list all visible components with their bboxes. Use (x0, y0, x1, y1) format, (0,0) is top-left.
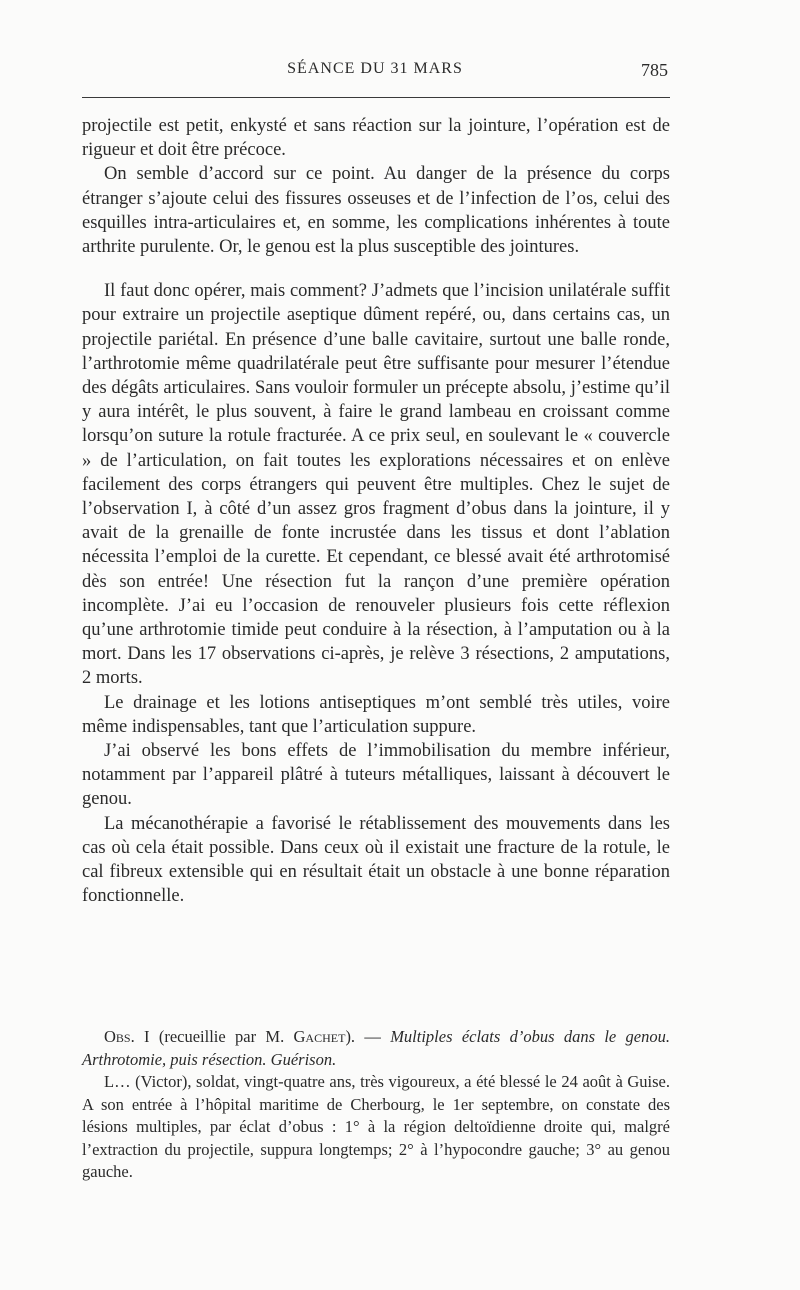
header-rule (82, 97, 670, 98)
paragraph: projectile est petit, enkysté et sans réaction sur la jointure, l’opération est de rigueur et doit être précoce. (82, 116, 670, 161)
paragraph: La mécanothérapie a favorisé le rétablissement des mouvements dans les cas où cela était possible. Dans ceux où il existait une fracture de la rotule, le cal fibreux extensible qui en résultait était un obstacle à une bonne réparation fonctionnelle. (82, 813, 670, 907)
observation-text: L… (Victor), soldat, vingt-quatre ans, très vigoureux, a été blessé le 24 août à Guise. A son entrée à l’hôpital maritime de Cherbourg, le 1er septembre, on constate des lésions multiples, par éclat d’obus : 1° à la région deltoïdienne droite qui, malgré l’extraction du projectile, suppura longtemps; 2° à l’hypocondre gauche; 3° au genou gauche. (82, 1072, 670, 1181)
main-text (82, 114, 670, 909)
paragraph: J’ai observé les bons effets de l’immobilisation du membre inférieur, notamment par l’appareil plâtré à tuteurs métalliques, laissant à découvert le genou. (82, 741, 670, 810)
observation-title: Multiples éclats d’obus dans le genou. Arthrotomie, puis résection. Guérison. (82, 1027, 670, 1069)
paragraph: Le drainage et les lotions antiseptiques m’ont semblé très utiles, voire même indispensables, tant que l’articulation suppure. (82, 692, 670, 737)
paragraph: Il faut donc opérer, mais comment? J’admets que l’incision unilatérale suffit pour extraire un projectile aseptique dûment repéré, ou, dans certains cas, un projectile pariétal. En présence d’une balle cavitaire, surtout une balle ronde, l’arthrotomie même quadrilatérale peut être suffisante pour mesurer l’étendue des dégâts articulaires. Sans vouloir formuler un précepte absolu, j’estime qu’il y aura intérêt, le plus souvent, à faire le grand lambeau en croissant comme lorsqu’on suture la rotule fracturée. A ce prix seul, en soulevant le « couvercle » de l’articulation, on fait toutes les explorations nécessaires et on enlève facilement des corps étrangers qui peuvent être multiples. Chez le sujet de l’observation I, à côté d’un assez gros fragment d’obus dans la jointure, il y avait de la grenaille de fonte incrustée dans les tissus et dont l’ablation nécessita l’emploi de la curette. Et cependant, ce blessé avait été arthrotomisé dès son entrée! Une résection fut la rançon d’une première opération incomplète. J’ai eu l’occasion de renouveler plusieurs fois cette réflexion qu’une arthrotomie timide peut conduire à la résection, à l’amputation ou à la mort. Dans les 17 observations ci-après, je relève 3 résections, 2 amputations, 2 morts. (82, 281, 670, 689)
observation-label: Obs. I (104, 1027, 150, 1046)
observation-author: Gachet (293, 1027, 346, 1046)
paragraph: On semble d’accord sur ce point. Au danger de la présence du corps étranger s’ajoute celui des fissures osseuses et de l’infection de l’os, celui des esquilles intra-articulaires et, en somme, les complications inhérentes à toute arthrite purulente. Or, le genou est la plus susceptible des jointures. (82, 164, 670, 258)
running-head: SÉANCE DU 31 MARS (287, 60, 463, 77)
observation-credit-prefix: (recueillie par M. (149, 1027, 294, 1046)
page-header (82, 60, 668, 86)
observation-heading (82, 1026, 670, 1071)
observation-credit-suffix: ). — (345, 1027, 391, 1046)
observation-block (82, 1026, 670, 1184)
page-number: 785 (641, 60, 668, 80)
